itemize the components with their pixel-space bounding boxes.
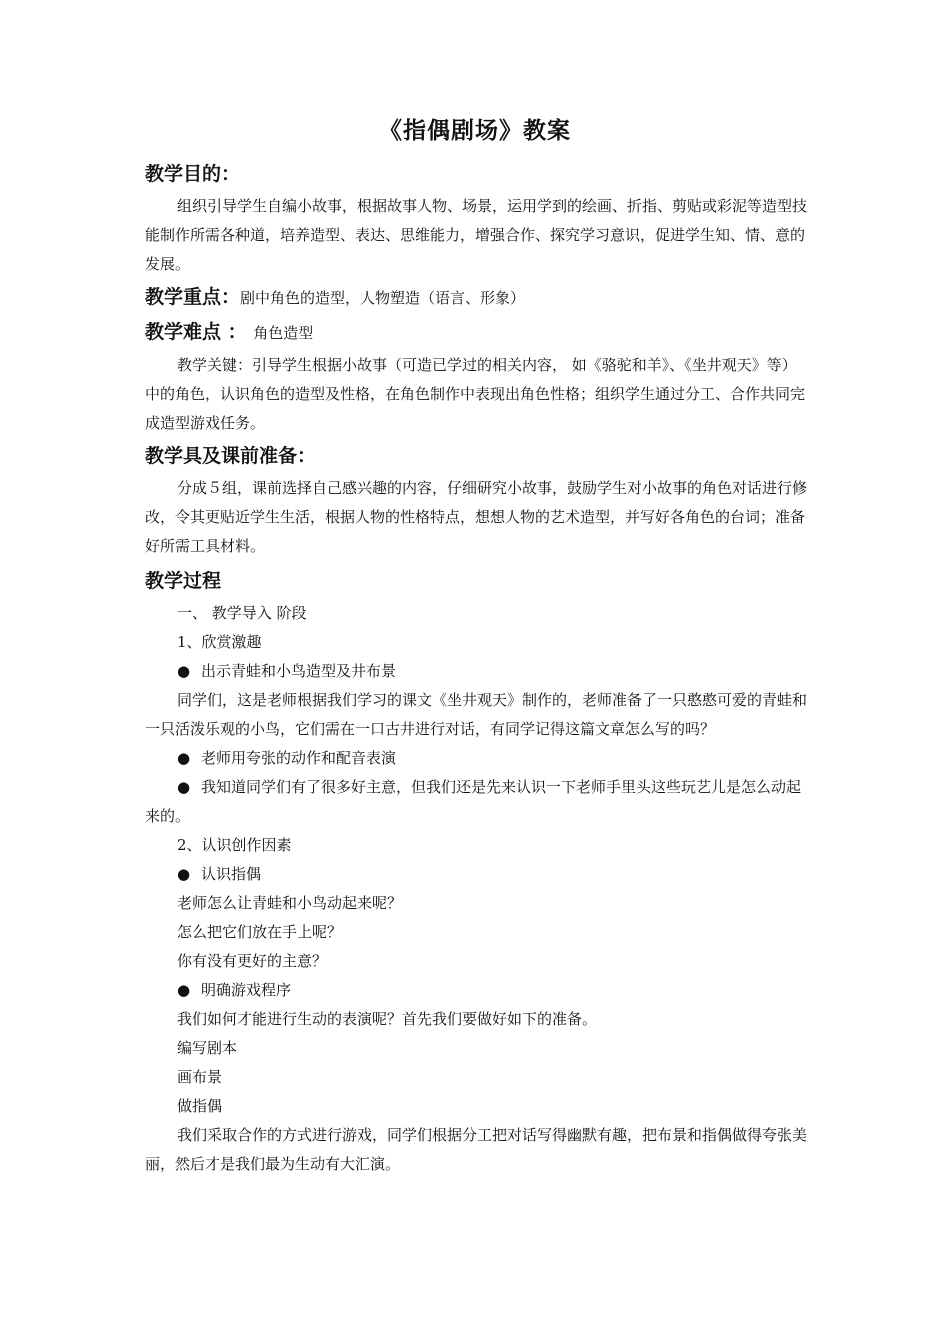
document-body [145,160,810,1179]
bullet-icon: ● [177,749,191,767]
paragraph-1: 同学们，这是老师根据我们学习的课文《坐井观天》制作的，老师准备了一只憨憨可爱的青蛙和一只活泼乐观的小鸟，它们需在一口古井进行对话，有同学记得这篇文章怎么写的吗？ [145,691,808,738]
difficulty-text: 角色造型 [253,324,314,342]
key-point-text: 剧中角色的造型，人物塑造（语言、形象） [240,289,526,307]
list-item-puppet: 做指偶 [177,1097,223,1115]
question-3: 你有没有更好的主意？ [177,952,328,970]
bullet-icon: ● [177,778,191,796]
list-item-script: 编写剧本 [177,1039,238,1057]
key-point-section [145,283,810,312]
objectives-heading: 教学目的： [145,163,241,185]
preparation-heading: 教学具及课前准备： [145,445,317,467]
bullet-icon: ● [177,981,191,999]
bullet-icon: ● [177,865,191,883]
key-paragraph: 教学关键：引导学生根据小故事（可造已学过的相关内容， 如《骆驼和羊》、《坐井观天》等）中的角色，认识角色的造型及性格，在角色制作中表现出角色性格；组织学生通过分工、合作共同完成造型游戏任务。 [145,356,806,432]
question-2: 怎么把它们放在手上呢？ [177,923,343,941]
process-heading: 教学过程 [145,570,222,592]
difficulty-section [145,318,810,347]
paragraph-2: 我们如何才能进行生动的表演呢？首先我们要做好如下的准备。 [177,1010,598,1028]
list-item-scenery: 画布景 [177,1068,223,1086]
bullet-4: ● 认识指偶 [145,860,810,889]
step-1: 1、欣赏激趣 [177,633,262,651]
question-1: 老师怎么让青蛙和小鸟动起来呢？ [177,894,403,912]
bullet-1: ● 出示青蛙和小鸟造型及井布景 [145,657,810,686]
step-2: 2、认识创作因素 [177,836,292,854]
bullet-2: ● 老师用夸张的动作和配音表演 [145,744,810,773]
preparation-paragraph: 分成５组，课前选择自己感兴趣的内容，仔细研究小故事，鼓励学生对小故事的角色对话进行修改，令其更贴近学生生活，根据人物的性格特点，想想人物的艺术造型，并写好各角色的台词；准备好所需工具材料。 [145,479,808,555]
difficulty-heading: 教学难点 ： [145,321,247,343]
bullet-icon: ● [177,662,191,680]
objectives-paragraph: 组织引导学生自编小故事，根据故事人物、场景，运用学到的绘画、折指、剪贴或彩泥等造型技能制作所需各种道，培养造型、表达、思维能力，增强合作、探究学习意识，促进学生知、情、意的发展。 [145,197,808,273]
document-title: 《指偶剧场》教案 [379,118,571,144]
paragraph-3: 我们采取合作的方式进行游戏，同学们根据分工把对话写得幽默有趣，把布景和指偶做得夸张美丽，然后才是我们最为生动有大汇演。 [145,1126,808,1173]
stage-1: 一、 教学导入 阶段 [177,604,307,622]
bullet-3: ● 我知道同学们有了很多好主意，但我们还是先来认识一下老师手里头这些玩艺儿是怎么动起来的。 [145,773,810,831]
bullet-5: ● 明确游戏程序 [145,976,810,1005]
key-point-heading: 教学重点： [145,286,241,308]
